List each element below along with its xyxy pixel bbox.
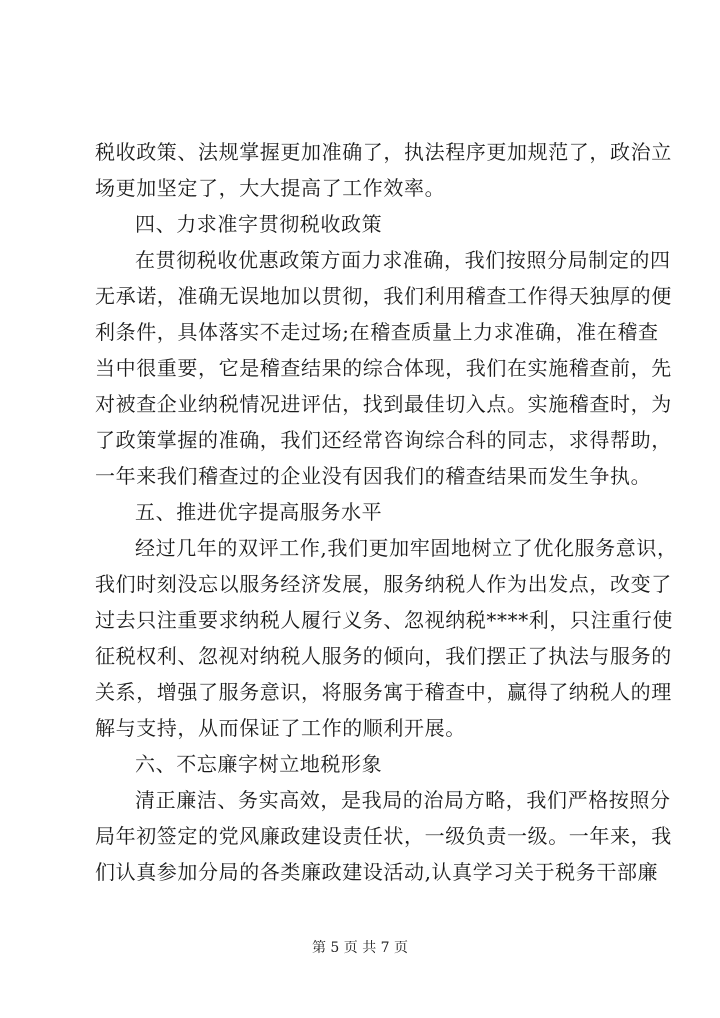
text-line: 们认真参加分局的各类廉政建设活动,认真学习关于税务干部廉 xyxy=(95,860,659,884)
text-line: 过去只注重要求纳税人履行义务、忽视纳税****利，只注重行使 xyxy=(95,608,673,632)
text-line: 当中很重要，它是稽查结果的综合体现，我们在实施稽查前，先 xyxy=(95,356,672,380)
text-line: 征税权利、忽视对纳税人服务的倾向，我们摆正了执法与服务的 xyxy=(95,644,672,668)
text-line: 解与支持，从而保证了工作的顺利开展。 xyxy=(95,716,466,740)
section-heading: 六、不忘廉字树立地税形象 xyxy=(135,752,383,776)
text-line: 清正廉洁、务实高效，是我局的治局方略，我们严格按照分 xyxy=(135,788,671,812)
text-line: 了政策掌握的准确，我们还经常咨询综合科的同志，求得帮助， xyxy=(95,428,672,452)
text-line: 在贯彻税收优惠政策方面力求准确，我们按照分局制定的四 xyxy=(135,248,671,272)
text-line: 利条件，具体落实不走过场;在稽查质量上力求准确，准在稽查 xyxy=(95,320,659,344)
text-line: 场更加坚定了，大大提高了工作效率。 xyxy=(95,176,446,200)
text-line: 局年初签定的党风廉政建设责任状，一级负责一级。一年来，我 xyxy=(95,824,672,848)
text-line: 我们时刻没忘以服务经济发展，服务纳税人作为出发点，改变了 xyxy=(95,572,672,596)
text-line: 关系，增强了服务意识，将服务寓于稽查中，赢得了纳税人的理 xyxy=(95,680,672,704)
page-number: 第 5 页 共 7 页 xyxy=(311,940,409,956)
text-line: 对被查企业纳税情况进评估，找到最佳切入点。实施稽查时，为 xyxy=(95,392,672,416)
text-line: 无承诺，准确无误地加以贯彻，我们利用稽查工作得天独厚的便 xyxy=(95,284,672,308)
section-heading: 四、力求准字贯彻税收政策 xyxy=(135,212,383,236)
text-line: 经过几年的双评工作,我们更加牢固地树立了优化服务意识， xyxy=(135,536,678,560)
text-line: 一年来我们稽查过的企业没有因我们的稽查结果而发生争执。 xyxy=(95,464,652,488)
section-heading: 五、推进优字提高服务水平 xyxy=(135,500,383,524)
text-line: 税收政策、法规掌握更加准确了，执法程序更加规范了，政治立 xyxy=(95,140,672,164)
